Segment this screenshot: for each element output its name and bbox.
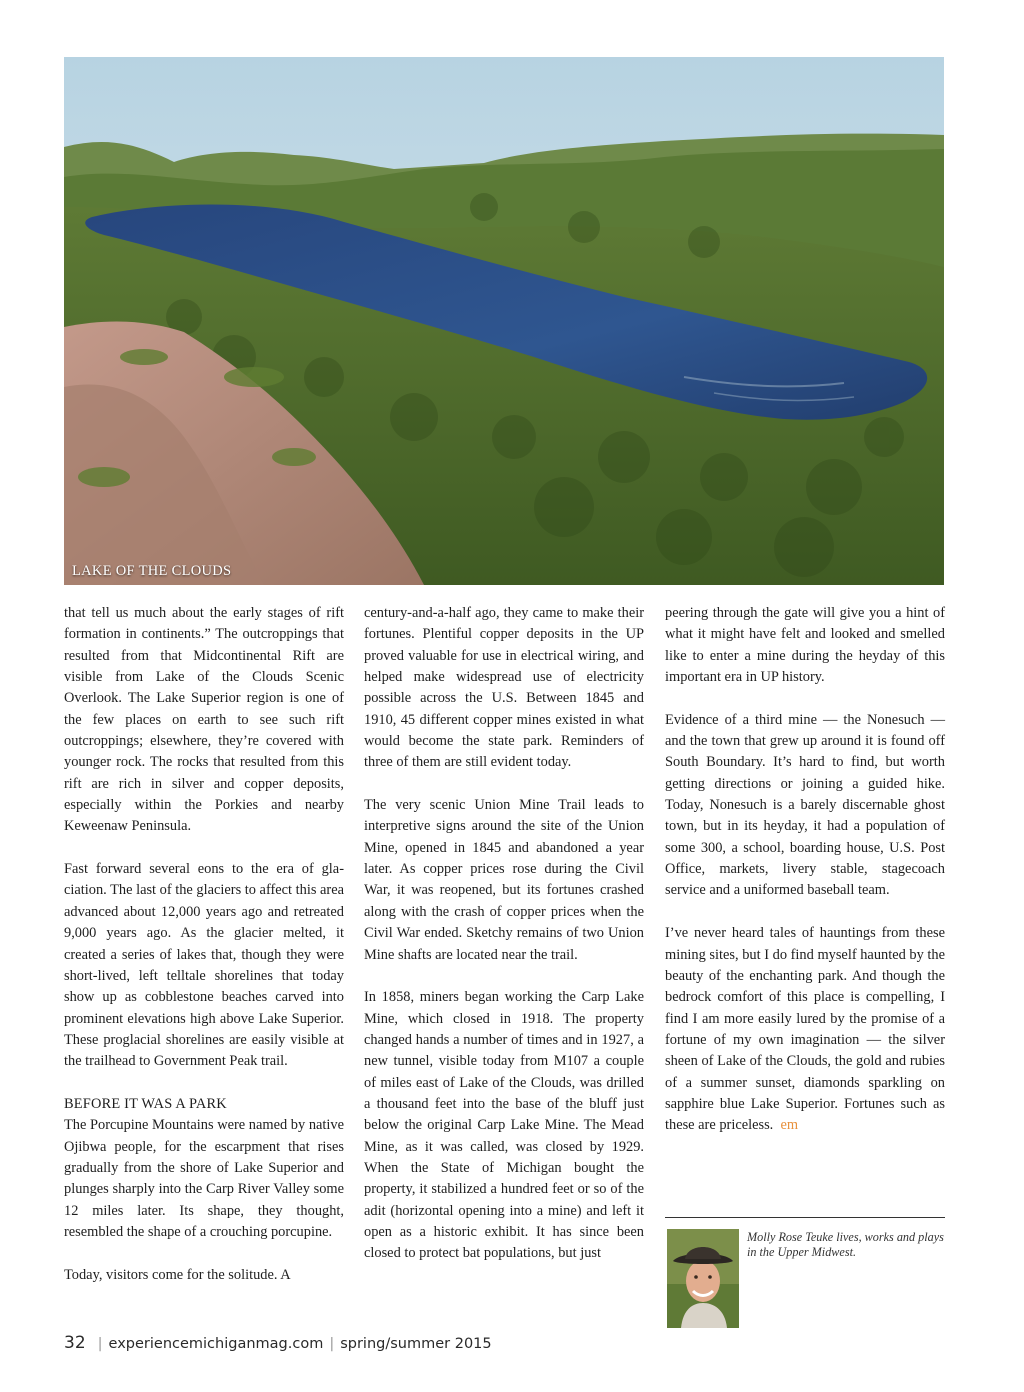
article-column-3: [665, 603, 945, 1137]
paragraph: that tell us much about the early stages of rift formation in continents.” The outcroppings that resulted from that Midcontinental Rift are visible from Lake of the Clouds Scenic Overlook. The Lake Superior region is one of the few places on earth to see such rift outcroppings; elsewhere, they’re covered with younger rock. The rocks that resulted from this rift are rich in silver and copper deposits, especially within the Porkies and nearby Keweenaw Peninsula.: [64, 605, 344, 835]
page-number: 32: [64, 1333, 86, 1353]
author-bio: Molly Rose Teuke lives, works and plays in the Upper Midwest.: [747, 1230, 944, 1259]
photo-caption: LAKE OF THE CLOUDS: [72, 563, 232, 579]
footer-website: experiencemichiganmag.com: [108, 1336, 324, 1352]
paragraph: In 1858, miners began working the Carp Lake Mine, which closed in 1918. The property changed hands a number of times and in 1927, a new tunnel, visible today from M107 a couple of miles east of Lake of the Clouds, was drilled a thousand feet into the base of the bluff just below the original Carp Lake Mine. The Mead Mine, as it was called, was closed by 1929. When the State of Michigan bought the property, it stabilized a hundred feet or so of the adit (horizontal opening into a mine) and left it open as a historic exhibit. It has since been closed to protect bat populations, but just: [364, 989, 644, 1262]
hero-photo: [64, 57, 944, 585]
section-heading: BEFORE IT WAS A PARK: [64, 1095, 227, 1112]
paragraph: Today, visitors come for the solitude. A: [64, 1266, 291, 1283]
footer-issue: spring/summer 2015: [340, 1336, 492, 1352]
author-photo: [667, 1229, 739, 1328]
paragraph: Evidence of a third mine — the Nonesuch — and the town that grew up around it is found off South Boundary. It’s hard to find, but worth getting directions or joining a guided hike. Today, Nonesuch is a barely discernable ghost town, but in its heyday, it had a population of some 300, a school, boarding house, U.S. Post Office, markets, livery stable, stagecoach service and a uniformed baseball team.: [665, 711, 945, 899]
paragraph: [665, 923, 945, 1136]
article-column-1: [64, 603, 344, 1286]
paragraph-text: I’ve never heard tales of hauntings from these mining sites, but I do find myself haunted by the beauty of the enchanting park. And though the bedrock comfort of this place is compelling, I find I am more easily lured by the promise of a fortune of my own imagination — the silver sheen of Lake of the Clouds, the gold and rubies of a summer sunset, diamonds sparkling on sapphire blue Lake Superior. Fortunes such as these are priceless.: [665, 925, 945, 1134]
footer-separator: |: [329, 1336, 335, 1352]
lake-landscape-illustration: [64, 57, 944, 585]
bio-divider: [665, 1217, 945, 1218]
paragraph: Fast forward several eons to the era of glaciation. The last of the glaciers to affect this area advanced about 12,000 years ago and retreated 9,000 years ago. As the glacier melted, it created a series of lakes that, though they were short-lived, left telltale shorelines that today show up as cobblestone beaches carved into prominent elevations high above Lake Superior. These proglacial shorelines are easily visible at the trailhead to Government Peak trail.: [64, 861, 344, 1070]
end-mark: em: [780, 1117, 799, 1134]
paragraph: peering through the gate will give you a hint of what it might have felt and looked and smelled like to enter a mine during the heyday of this important era in UP history.: [665, 605, 945, 686]
paragraph: The very scenic Union Mine Trail leads to interpretive signs around the site of the Union Mine, opened in 1845 and abandoned a year later. As copper prices rose during the Civil War, it was reopened, but its fortunes crashed along with the crash of copper prices when the Civil War ended. Sketchy remains of two Union Mine shafts are located near the trail.: [364, 797, 644, 963]
page-footer: [64, 1333, 492, 1353]
paragraph: century-and-a-half ago, they came to make their fortunes. Plentiful copper deposits in the UP proved valuable for use in electrical wiring, and helped make widespread use of electricity possible across the U.S. Between 1845 and 1910, 45 different copper mines existed in what would become the state park. Reminders of three of them are still evident today.: [364, 605, 644, 771]
paragraph: The Porcupine Mountains were named by native Ojibwa people, for the escarpment that rises gradually from the shore of Lake Superior and plunges sharply into the Carp River Valley some 12 miles later. Its shape, they thought, resembled the shape of a crouching porcupine.: [64, 1117, 344, 1240]
footer-separator: |: [97, 1336, 103, 1352]
article-column-2: [364, 603, 644, 1265]
